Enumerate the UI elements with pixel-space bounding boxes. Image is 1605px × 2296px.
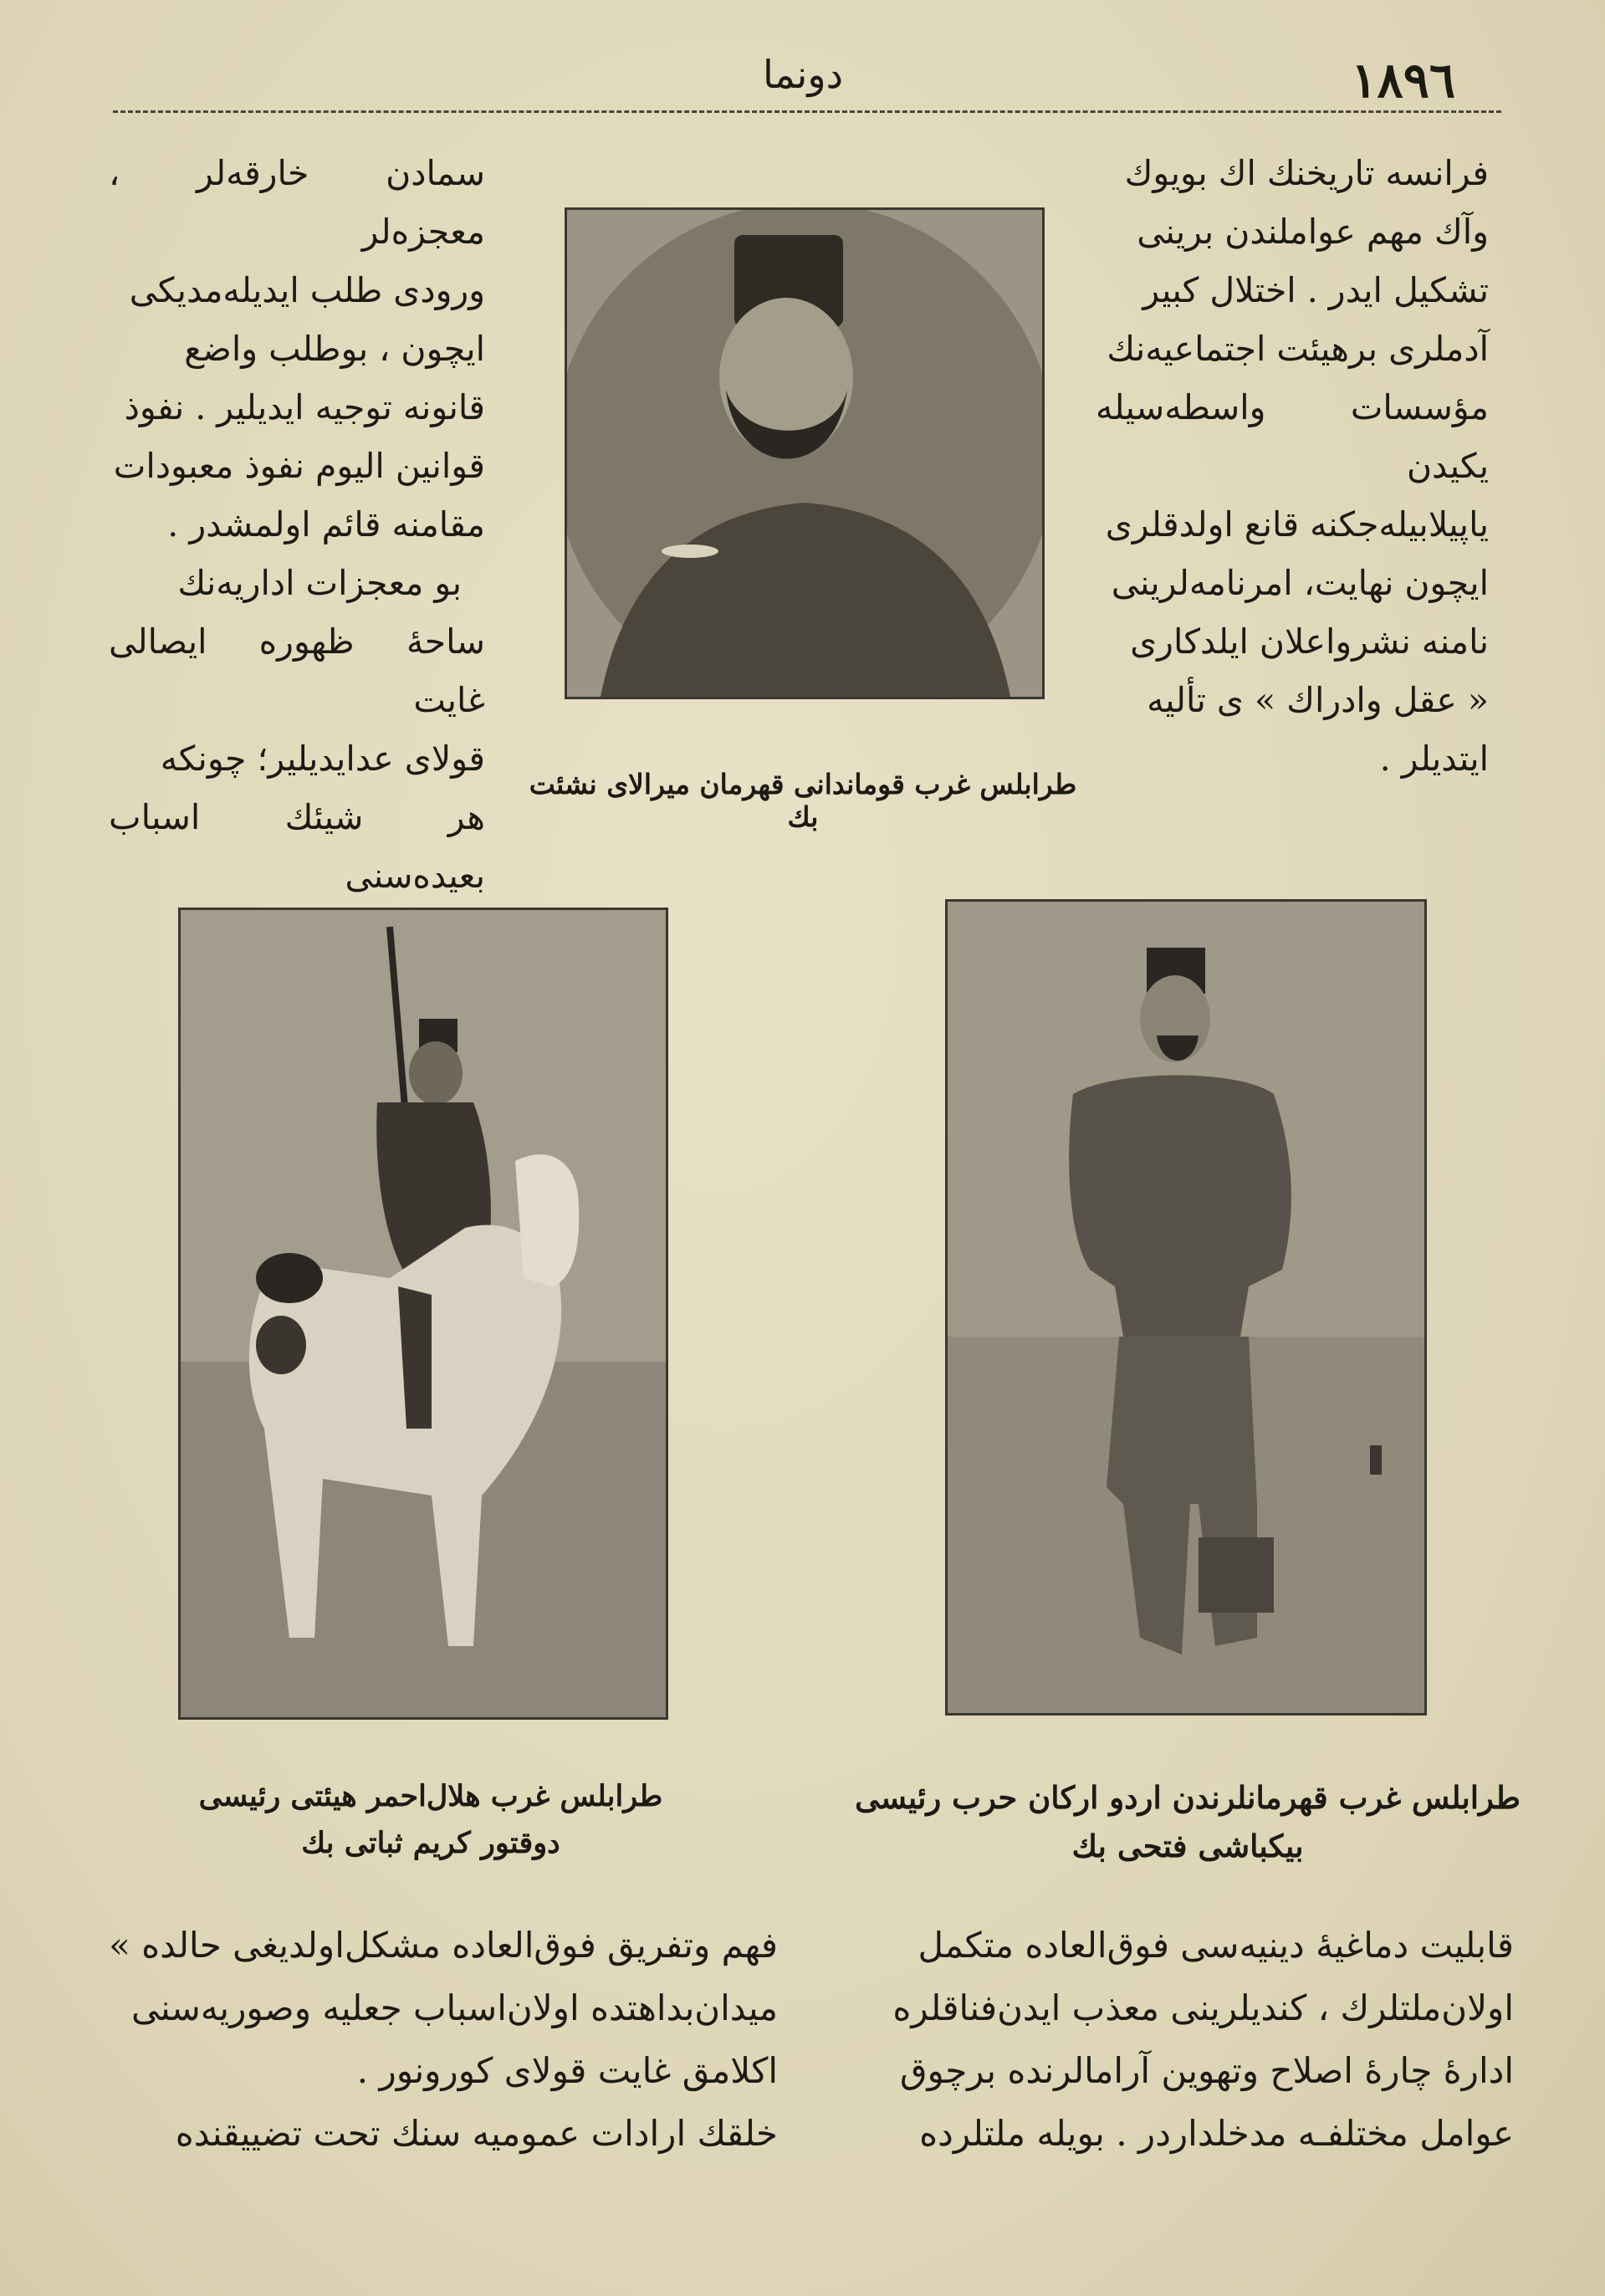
portrait-photo-nesset-bey: [565, 207, 1045, 699]
text-line: ادارهٔ چارهٔ اصلاح وتهوین آرامالرنده برچوق: [899, 2050, 1514, 2091]
text-line: آدملری برهیئت اجتماعیه‌نك: [1107, 329, 1489, 369]
text-line: اكلامق غایت قولای كورونور .: [356, 2050, 778, 2091]
right-text-column: [1096, 144, 1489, 788]
photo-standing-officer: [945, 899, 1427, 1716]
text-line: سمادن خارقه‌لر ، معجزه‌لر: [109, 153, 485, 252]
officer-photo-caption: [845, 1773, 1531, 1870]
running-title: دونما: [762, 52, 844, 97]
text-line: فهم وتفریق فوق‌العاده مشكل‌اولدیغی حالده »: [109, 1925, 778, 1966]
text-line: میدان‌بداهتده اولان‌اسباب جعلیه وصوریه‌سنی: [130, 1987, 778, 2028]
text-line: بو معجزات اداریه‌نك: [177, 563, 462, 603]
page-number: ١٨٩٦: [1351, 52, 1455, 109]
text-line: ایچون ، بوطلب واضع: [184, 329, 485, 369]
text-line: یاپیلابیله‌جكنه قانع اولدقلری: [1105, 504, 1489, 545]
text-line: عوامل مختلفـه مدخلداردر . بویله ملتلرده: [919, 2113, 1514, 2154]
text-line: ساحهٔ ظهوره ایصالی غایت: [109, 621, 485, 720]
caption-line-2: بیكباشی فتحی بك: [1071, 1828, 1304, 1864]
text-line: فرانسه تاریخنك اك بویوك: [1124, 153, 1489, 193]
photo-rider-on-horse: [178, 908, 668, 1720]
text-line: مقامنه قائم اولمشدر .: [167, 504, 485, 545]
text-line: نامنه نشرواعلان ایلدكاری: [1130, 621, 1489, 662]
text-line: تشكیل ایدر . اختلال كبیر: [1142, 270, 1489, 310]
text-line: مؤسسات واسطه‌سیله یكیدن: [1096, 387, 1489, 486]
text-line: قانونه توجیه ایدیلیر . نفوذ: [124, 387, 485, 427]
rider-photo-caption: [159, 1773, 703, 1867]
header-rule: [113, 110, 1501, 116]
text-line: خلقك ارادات عمومیه سنك تحت تضییقنده: [175, 2113, 778, 2154]
text-line: قابلیت دماغیهٔ دینیه‌سی فوق‌العاده متكمل: [918, 1925, 1514, 1966]
text-line: قولای عدایدیلیر؛ چونكه: [160, 739, 485, 779]
caption-line-1: طرابلس غرب قهرمانلرندن اردو اركان حرب رئیسی: [855, 1779, 1521, 1816]
text-line: وآك مهم عواملندن برینی: [1137, 212, 1489, 252]
text-line: هر شیئك اسباب بعیده‌سنی: [109, 797, 485, 896]
left-text-column: [109, 144, 485, 905]
text-line: قوانین الیوم نفوذ معبودات: [113, 446, 485, 486]
text-line: ایچون نهایت، امرنامه‌لرینی: [1111, 563, 1489, 603]
caption-line-2: دوقتور كریم ثباتی بك: [301, 1826, 560, 1860]
bottom-right-text: [861, 1914, 1514, 2165]
caption-line-1: طرابلس غرب هلال‌احمر هیئتی رئیسی: [198, 1779, 663, 1813]
text-line: ایتدیلر .: [1379, 739, 1489, 779]
top-photo-caption: طرابلس غرب قوماندانی قهرمان میرالای نشئت بك: [529, 768, 1077, 833]
text-line: « عقل وادراك » ی تألیه: [1147, 680, 1489, 720]
text-line: اولان‌ملتلرك ، كندیلرینی معذب ایدن‌فناقلره: [892, 1987, 1514, 2028]
text-line: ورودی طلب ایدیله‌مدیكی: [129, 270, 485, 310]
bottom-left-text: [109, 1914, 778, 2165]
